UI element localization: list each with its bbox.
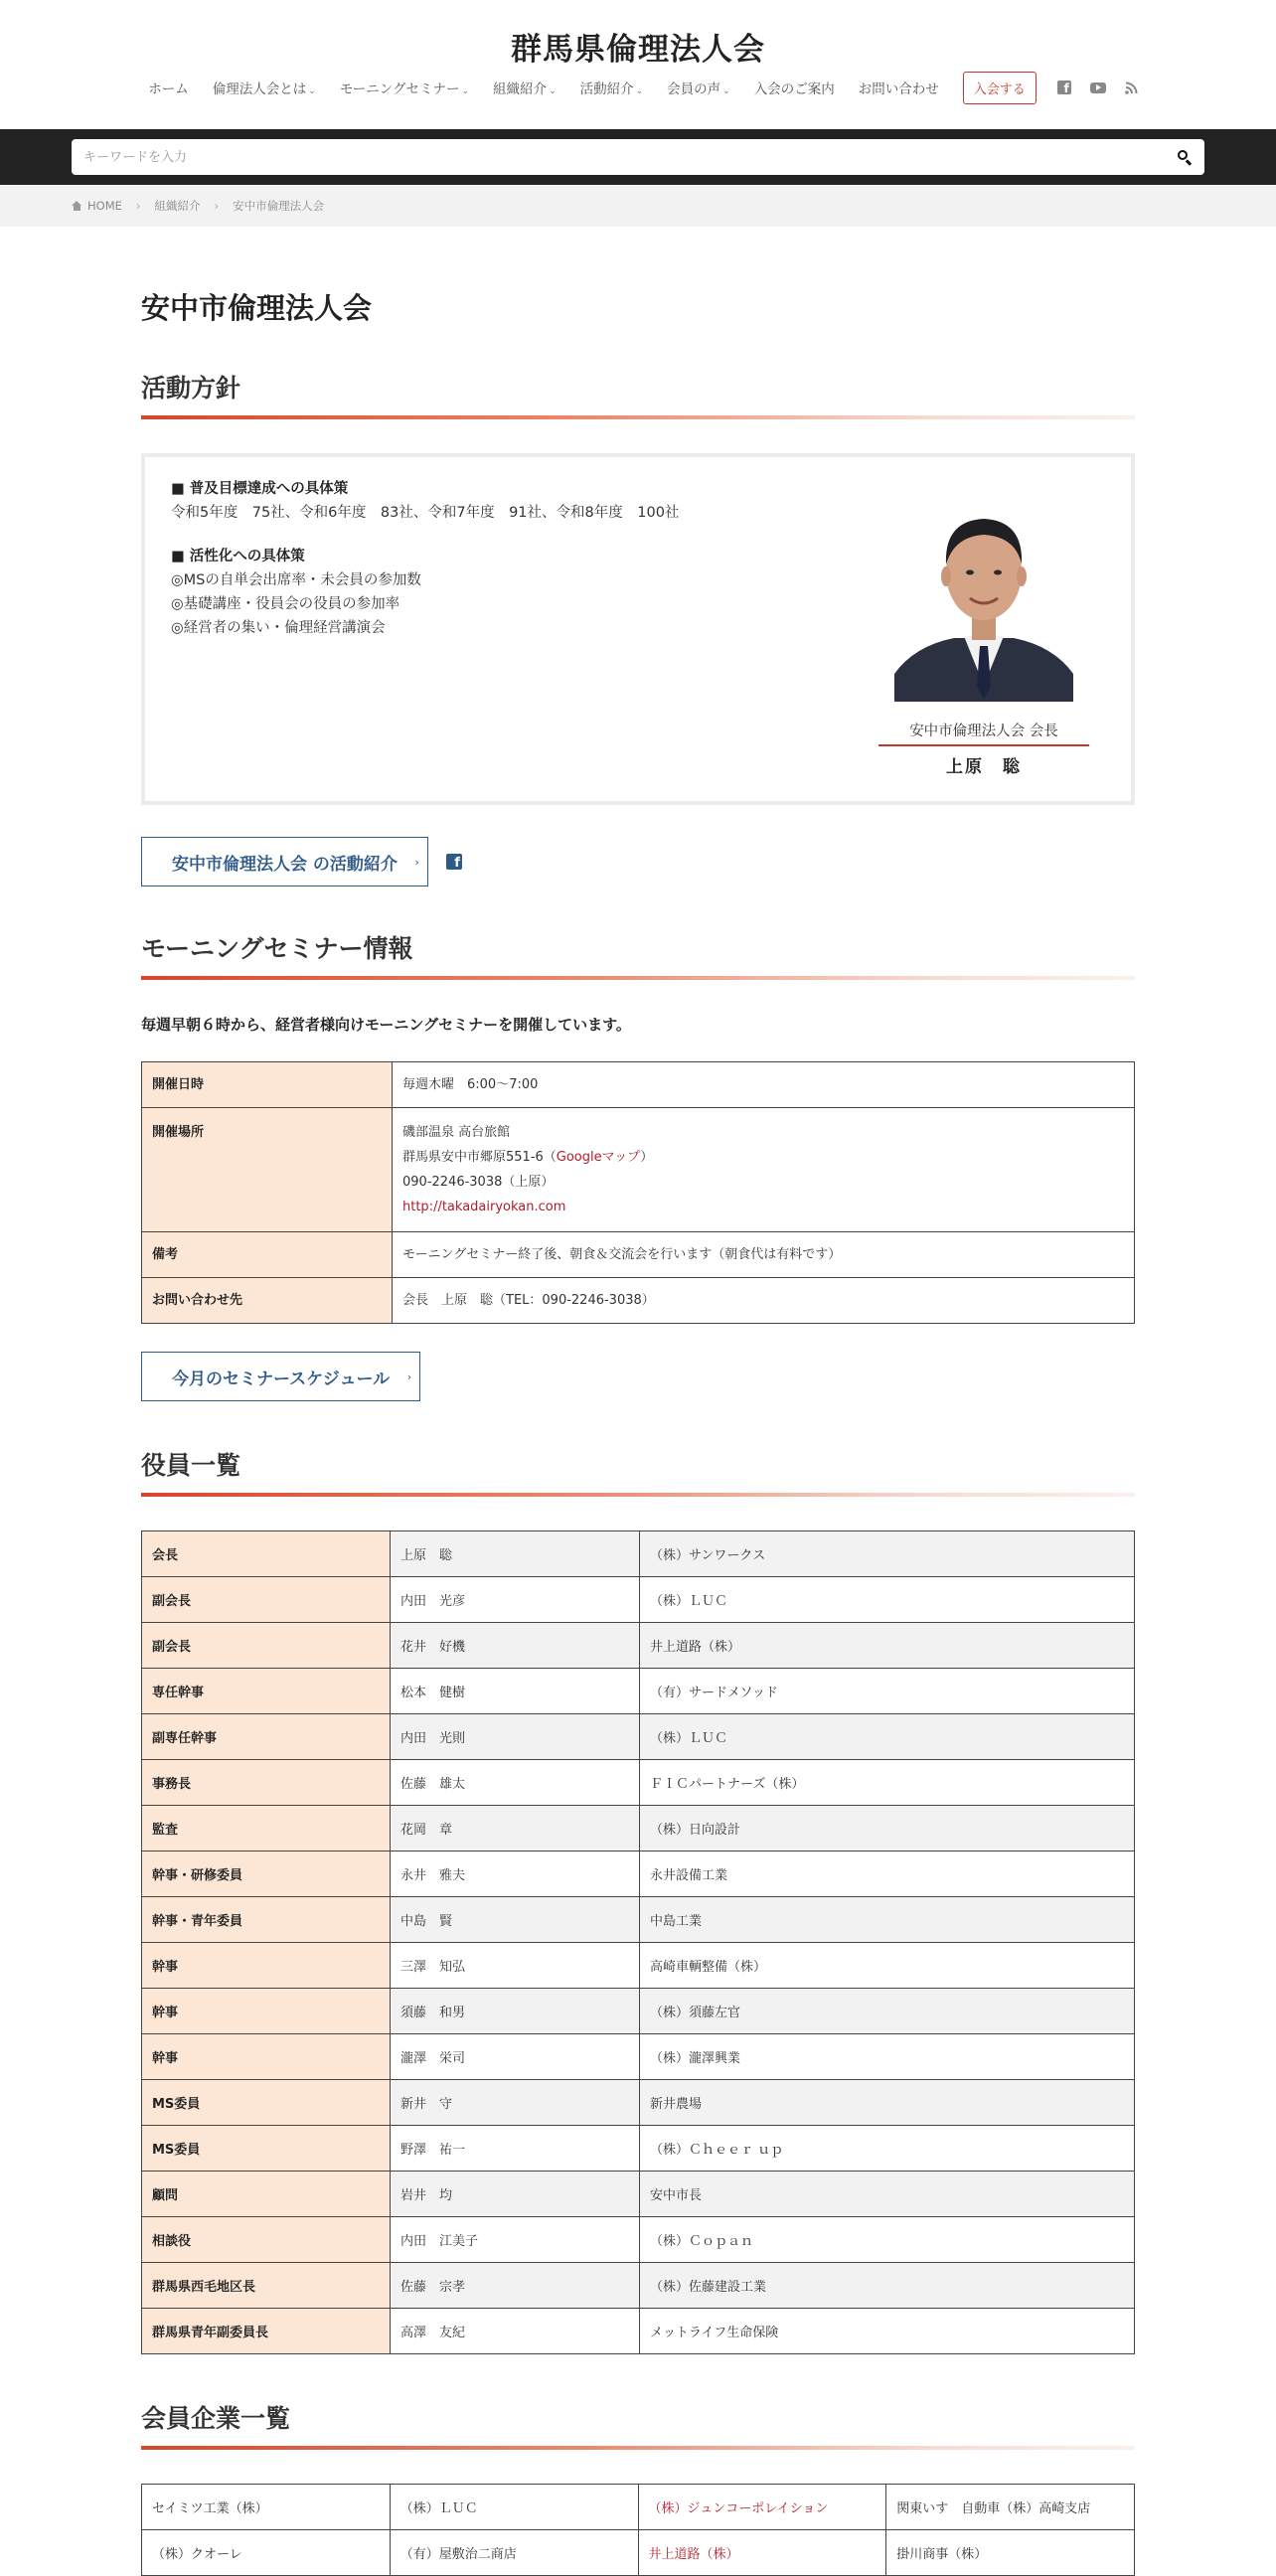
breadcrumb-parent[interactable]: 組織紹介 [154,199,201,213]
venue-name: 磯部温泉 高台旅館 [402,1125,511,1140]
nav-about[interactable]: 倫理法人会とは ⌄ [212,81,316,97]
officer-role: MS委員 [142,2126,391,2172]
table-value: 会長 上原 聡（TEL：090-2246-3038） [393,1278,1135,1324]
officer-role: 群馬県青年副委員長 [142,2309,391,2354]
officer-role: 副会長 [142,1577,391,1623]
officer-company: （株）Ｃｈｅｅｒ ｕｐ [640,2126,1135,2172]
officer-name: 永井 雅夫 [391,1852,640,1897]
officer-company: ＦＩＣパートナーズ（株） [640,1760,1135,1806]
table-row [142,2172,1135,2217]
activity-button-row [141,837,1135,886]
table-row [142,1232,1135,1278]
breadcrumb-home[interactable]: HOME [87,199,122,213]
president-photo [894,487,1073,702]
officer-company: 井上道路（株） [640,1623,1135,1669]
officer-company: 安中市長 [640,2172,1135,2217]
activation-item: ◎経営者の集い・倫理経営講演会 [171,620,386,636]
venue-url-link[interactable]: http://takadairyokan.com [402,1200,566,1214]
officer-role: 監査 [142,1806,391,1852]
chevron-down-icon: ⌄ [461,86,470,96]
table-value [393,1108,1135,1232]
nav-contact[interactable]: お問い合わせ [858,81,939,97]
officer-name: 三澤 知弘 [391,1943,640,1989]
table-row [142,1714,1135,1760]
nav-member-voices[interactable]: 会員の声 ⌄ [667,81,730,97]
officer-company: （株）須藤左官 [640,1989,1135,2034]
officer-role: 専任幹事 [142,1669,391,1714]
section-divider [141,976,1135,980]
seminar-section-title: モーニングセミナー情報 [141,934,413,963]
page-title: 安中市倫理法人会 [141,291,373,325]
search-icon[interactable] [1177,149,1193,165]
breadcrumb [0,185,1276,227]
seminar-info-table [141,1061,1135,1324]
site-title[interactable]: 群馬県倫理法人会 [511,32,765,68]
table-row [142,1897,1135,1943]
main-content [141,227,1135,2576]
activation-heading: ■ 活性化への具体策 [171,549,305,564]
activity-section-title: 活動方針 [141,374,241,402]
officer-role: 幹事 [142,1989,391,2034]
officer-name: 岩井 均 [391,2172,640,2217]
goal-heading: ■ 普及目標達成への具体策 [171,481,349,497]
officer-role: 幹事・研修委員 [142,1852,391,1897]
breadcrumb-separator-icon: › [135,199,141,213]
rss-icon[interactable] [1124,80,1140,95]
officer-company: （株）瀧澤興業 [640,2034,1135,2080]
president-name: 上原 聡 [946,757,1022,777]
section-divider [141,415,1135,419]
officer-name: 須藤 和男 [391,1989,640,2034]
officer-name: 中島 賢 [391,1897,640,1943]
officer-name: 新井 守 [391,2080,640,2126]
youtube-icon[interactable] [1090,80,1106,95]
table-row [142,1852,1135,1897]
chevron-down-icon: ⌄ [549,86,557,96]
chevron-down-icon: ⌄ [308,86,316,96]
officer-role: 幹事・青年委員 [142,1897,391,1943]
facebook-icon[interactable]: f [446,854,462,870]
officer-name: 佐藤 雄太 [391,1760,640,1806]
table-row [142,2217,1135,2263]
officer-name: 瀧澤 栄司 [391,2034,640,2080]
member-company: セイミツ工業（株） [142,2485,391,2530]
chevron-down-icon: ⌄ [635,86,644,96]
table-row [142,1989,1135,2034]
goal-text: 令和5年度 75社、令和6年度 83社、令和7年度 91社、令和8年度 100社 [171,505,680,521]
facebook-icon[interactable]: f [1056,80,1072,95]
table-row [142,2080,1135,2126]
table-row [142,2485,1135,2530]
officer-role: 相談役 [142,2217,391,2263]
table-row [142,1943,1135,1989]
officers-table [141,1530,1135,2354]
nav-activities[interactable]: 活動紹介 ⌄ [579,81,644,97]
officer-name: 佐藤 宗孝 [391,2263,640,2309]
table-row [142,1278,1135,1324]
table-label: 開催日時 [142,1062,393,1108]
officer-company: （株）サンワークス [640,1531,1135,1577]
officer-name: 野澤 祐一 [391,2126,640,2172]
table-row [142,1760,1135,1806]
officer-name: 花岡 章 [391,1806,640,1852]
venue-address: 群馬県安中市郷原551-6（Googleマップ） [402,1150,654,1165]
global-nav [0,66,1276,109]
president-profile [878,487,1089,777]
member-company-link[interactable]: 井上道路（株） [638,2530,886,2576]
venue-tel: 090-2246-3038（上原） [402,1175,555,1190]
officer-role: 幹事 [142,2034,391,2080]
search-box [72,139,1204,175]
officer-name: 内田 光彦 [391,1577,640,1623]
officer-name: 内田 江美子 [391,2217,640,2263]
officer-company: 中島工業 [640,1897,1135,1943]
join-button[interactable]: 入会する [963,72,1037,104]
activation-item: ◎MSの自単会出席率・未会員の参加数 [171,572,421,588]
table-value: 毎週木曜 6:00～7:00 [393,1062,1135,1108]
officer-role: 会長 [142,1531,391,1577]
officer-company: （株）Ｃｏｐａｎ [640,2217,1135,2263]
table-row [142,1669,1135,1714]
officer-role: MS委員 [142,2080,391,2126]
table-label: お問い合わせ先 [142,1278,393,1324]
activity-box [141,453,1135,805]
nav-home[interactable]: ホーム [148,81,189,97]
section-divider [141,2446,1135,2450]
seminar-intro: 毎週早朝６時から、経営者様向けモーニングセミナーを開催しています。 [141,1016,631,1034]
table-label: 開催場所 [142,1108,393,1232]
member-company: （株）ＬＵＣ [390,2485,638,2530]
breadcrumb-separator-icon: › [214,199,220,213]
table-row [142,2034,1135,2080]
officer-company: （株）日向設計 [640,1806,1135,1852]
site-header [0,0,1276,129]
member-company: 関東いす 自動車（株）高崎支店 [886,2485,1135,2530]
table-row [142,1806,1135,1852]
member-company: 掛川商事（株） [886,2530,1135,2576]
table-row [142,2309,1135,2354]
officer-company: （株）ＬＵＣ [640,1577,1135,1623]
table-label: 備考 [142,1232,393,1278]
table-row [142,1108,1135,1232]
member-company: （株）クオーレ [142,2530,391,2576]
nav-morning-seminar[interactable]: モーニングセミナー ⌄ [339,81,470,97]
officer-name: 花井 好機 [391,1623,640,1669]
nav-organization[interactable]: 組織紹介 ⌄ [493,81,557,97]
activity-report-button[interactable]: 安中市倫理法人会 の活動紹介 › [141,837,428,886]
member-company: （有）屋敷治二商店 [390,2530,638,2576]
schedule-button[interactable]: 今月のセミナースケジュール › [141,1352,420,1401]
members-table [141,2484,1135,2576]
officer-company: 永井設備工業 [640,1852,1135,1897]
table-row [142,1531,1135,1577]
chevron-down-icon: ⌄ [722,86,730,96]
officer-name: 上原 聡 [391,1531,640,1577]
officer-company: （株）佐藤建設工業 [640,2263,1135,2309]
table-value: モーニングセミナー終了後、朝食＆交流会を行います（朝食代は有料です） [393,1232,1135,1278]
table-row [142,1062,1135,1108]
officers-section-title: 役員一覧 [141,1451,241,1480]
president-caption: 安中市倫理法人会 会長 [878,720,1089,746]
officer-role: 幹事 [142,1943,391,1989]
chevron-right-icon: › [414,855,419,869]
officer-role: 副専任幹事 [142,1714,391,1760]
nav-join-guide[interactable]: 入会のご案内 [753,81,835,97]
search-input[interactable] [83,150,1177,165]
officer-company: （株）ＬＵＣ [640,1714,1135,1760]
schedule-button-row [141,1352,1135,1401]
members-section-title: 会員企業一覧 [141,2404,291,2433]
officer-name: 内田 光則 [391,1714,640,1760]
officer-company: （有）サードメソッド [640,1669,1135,1714]
activation-item: ◎基礎講座・役員会の役員の参加率 [171,596,400,612]
table-row [142,2263,1135,2309]
member-company-link[interactable]: （株）ジュンコーポレイション [638,2485,886,2530]
officer-role: 副会長 [142,1623,391,1669]
officer-name: 松本 健樹 [391,1669,640,1714]
section-divider [141,1493,1135,1497]
google-map-link[interactable]: Googleマップ [556,1150,641,1165]
officer-role: 事務長 [142,1760,391,1806]
chevron-right-icon: › [406,1369,412,1383]
officer-company: 高崎車輌整備（株） [640,1943,1135,1989]
table-row [142,1623,1135,1669]
table-row [142,2126,1135,2172]
breadcrumb-current: 安中市倫理法人会 [233,199,325,213]
officer-name: 高澤 友紀 [391,2309,640,2354]
search-band [0,129,1276,185]
social-links [1056,80,1140,95]
officer-company: メットライフ生命保険 [640,2309,1135,2354]
table-row [142,2530,1135,2576]
table-row [142,1577,1135,1623]
home-icon [72,201,82,211]
officer-role: 顧問 [142,2172,391,2217]
officer-role: 群馬県西毛地区長 [142,2263,391,2309]
officer-company: 新井農場 [640,2080,1135,2126]
